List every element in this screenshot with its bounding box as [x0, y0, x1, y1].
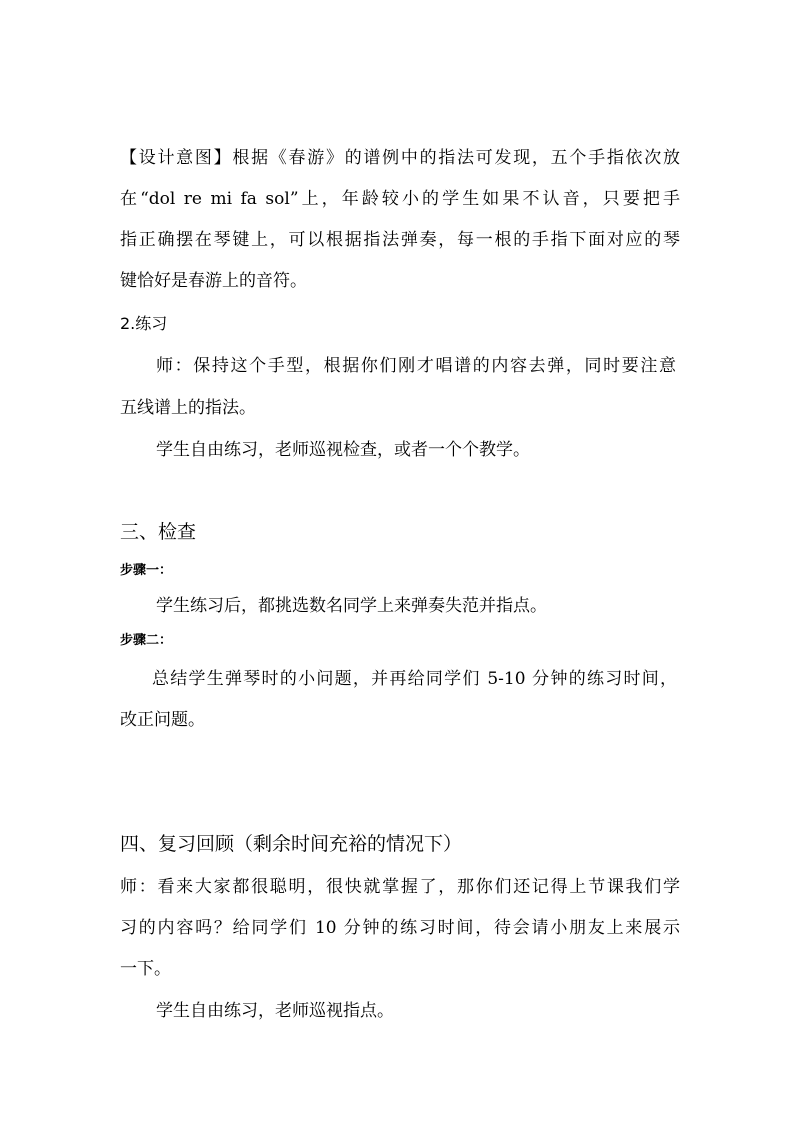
check-step2-line-2: 改正问题。 — [120, 710, 205, 730]
review-teacher-line-2: 习的内容吗？给同学们 10 分钟的练习时间，待会请小朋友上来展示 — [120, 918, 680, 938]
review-teacher-line-1: 师：看来大家都很聪明，很快就掌握了，那你们还记得上节课我们学 — [120, 877, 680, 897]
check-step1-text: 学生练习后，都挑选数名同学上来弹奏失范并指点。 — [156, 596, 547, 616]
design-intent-line-2: 在“dol re mi fa sol”上，年龄较小的学生如果不认音，只要把手 — [120, 189, 680, 209]
practice-teacher-line-1: 师：保持这个手型，根据你们刚才唱谱的内容去弹，同时要注意 — [156, 356, 676, 376]
design-intent-line-1: 【设计意图】根据《春游》的谱例中的指法可发现，五个手指依次放 — [120, 148, 680, 168]
check-step2-label: 步骤二： — [120, 633, 173, 648]
check-step1-label: 步骤一： — [120, 563, 173, 578]
check-step2-line-1: 总结学生弹琴时的小问题，并再给同学们 5-10 分钟的练习时间， — [152, 669, 677, 689]
practice-heading: 2.练习 — [120, 314, 168, 333]
practice-student-line: 学生自由练习，老师巡视检查，或者一个个教学。 — [156, 440, 530, 460]
review-heading: 四、复习回顾（剩余时间充裕的情况下） — [120, 833, 463, 855]
check-heading: 三、检查 — [120, 521, 197, 543]
practice-teacher-line-2: 五线谱上的指法。 — [120, 398, 256, 418]
design-intent-line-3: 指正确摆在琴键上，可以根据指法弹奏，每一根的手指下面对应的琴 — [120, 230, 680, 250]
design-intent-line-4: 键恰好是春游上的音符。 — [120, 271, 307, 291]
review-teacher-line-3: 一下。 — [120, 959, 171, 979]
review-student-line: 学生自由练习，老师巡视指点。 — [156, 1001, 394, 1021]
